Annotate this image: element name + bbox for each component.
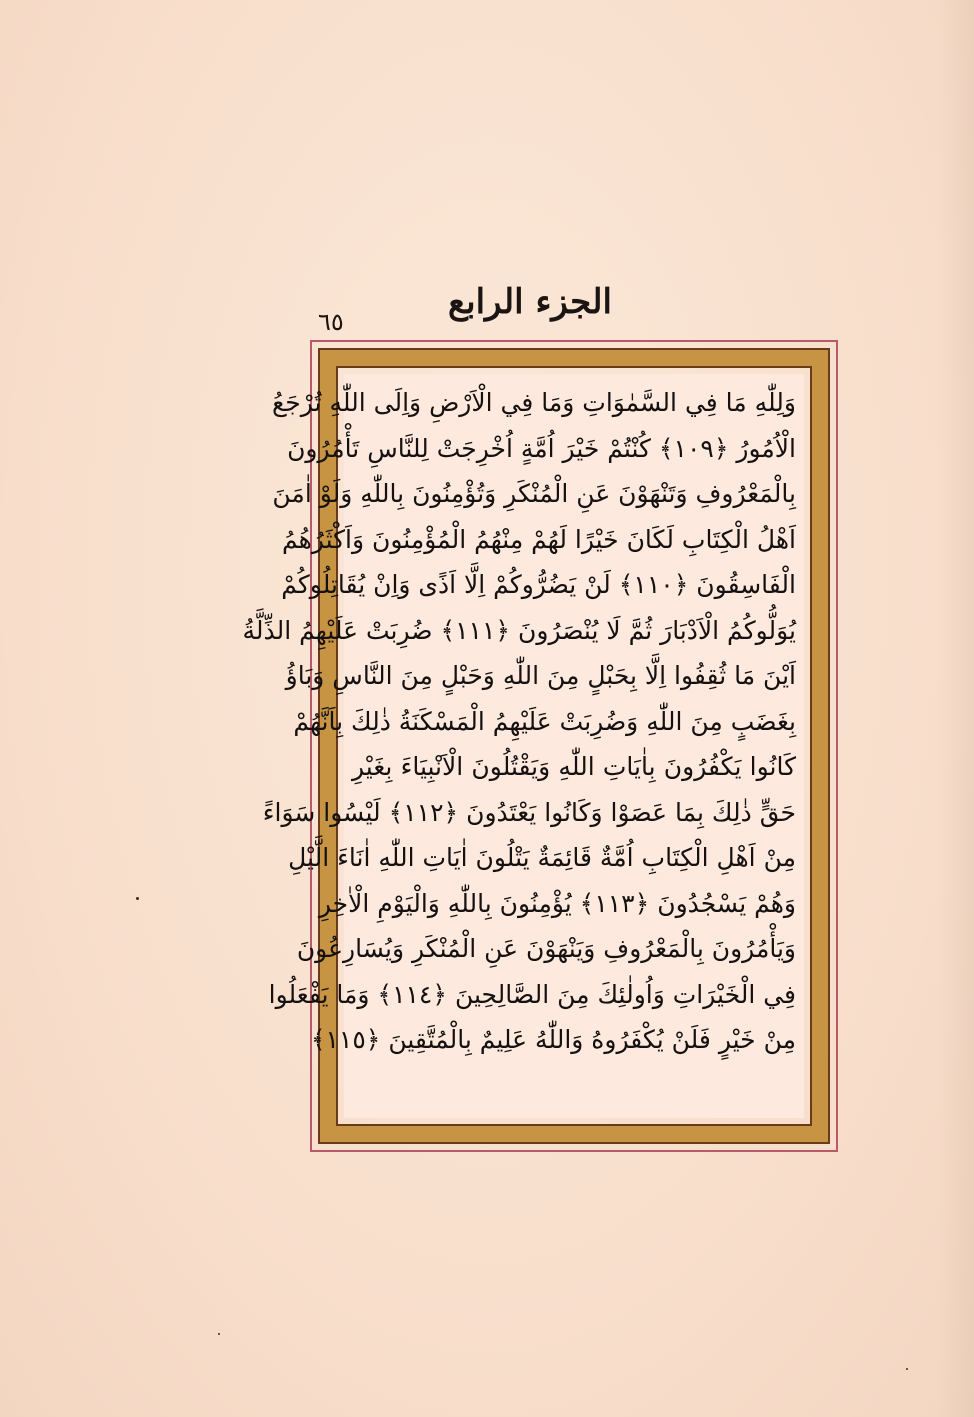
text-line <box>352 1063 796 1109</box>
juz-title: الجزء الرابع <box>448 282 612 322</box>
quran-text-block <box>242 380 796 1116</box>
paper-speck <box>136 897 139 900</box>
text-line: بِالْمَعْرُوفِ وَتَنْهَوْنَ عَنِ الْمُنْكَرِ وَتُؤْمِنُونَ بِاللّٰهِ وَلَوْ اٰمَنَ <box>272 479 796 508</box>
text-line: بِغَضَبٍ مِنَ اللّٰهِ وَضُرِبَتْ عَلَيْهِمُ الْمَسْكَنَةُ ذٰلِكَ بِاَنَّهُمْ <box>293 706 796 736</box>
text-line: مِنْ خَيْرٍ فَلَنْ يُكْفَرُوهُ وَاللّٰهُ عَلِيمٌ بِالْمُتَّقِينَ ﴿١١٥﴾ <box>310 1025 796 1054</box>
paper-speck <box>218 1333 220 1335</box>
text-line: الْفَاسِقُونَ ﴿١١٠﴾ لَنْ يَضُرُّوكُمْ اِلَّا اَذًى وَاِنْ يُقَاتِلُوكُمْ <box>281 570 796 599</box>
page-number: ٦٥ <box>318 308 344 336</box>
text-line: اَيْنَ مَا ثُقِفُوا اِلَّا بِحَبْلٍ مِنَ اللّٰهِ وَحَبْلٍ مِنَ النَّاسِ وَبَاؤُ <box>285 661 796 690</box>
text-line: فِي الْخَيْرَاتِ وَاُولٰئِكَ مِنَ الصَّالِحِينَ ﴿١١٤﴾ وَمَا يَفْعَلُوا <box>268 979 796 1009</box>
text-line: كَانُوا يَكْفُرُونَ بِاٰيَاتِ اللّٰهِ وَيَقْتُلُونَ الْاَنْبِيَاءَ بِغَيْرِ <box>352 752 796 781</box>
text-line: وَهُمْ يَسْجُدُونَ ﴿١١٣﴾ يُؤْمِنُونَ بِاللّٰهِ وَالْيَوْمِ الْاٰخِرِ <box>318 888 796 918</box>
page-edge-shadow <box>938 0 974 1417</box>
text-line: يُوَلُّوكُمُ الْاَدْبَارَ ثُمَّ لَا يُنْصَرُونَ ﴿١١١﴾ ضُرِبَتْ عَلَيْهِمُ الذِّلَّةُ <box>242 615 796 645</box>
text-line: مِنْ اَهْلِ الْكِتَابِ اُمَّةٌ قَائِمَةٌ يَتْلُونَ اٰيَاتِ اللّٰهِ اٰنَاءَ الَّيْلِ <box>288 843 796 872</box>
text-line: وَلِلّٰهِ مَا فِي السَّمٰوَاتِ وَمَا فِي الْاَرْضِ وَاِلَى اللّٰهِ تُرْجَعُ <box>272 388 796 417</box>
text-line: الْاُمُورُ ﴿١٠٩﴾ كُنْتُمْ خَيْرَ اُمَّةٍ اُخْرِجَتْ لِلنَّاسِ تَأْمُرُونَ <box>287 433 796 463</box>
text-line: اَهْلُ الْكِتَابِ لَكَانَ خَيْرًا لَهُمْ مِنْهُمُ الْمُؤْمِنُونَ وَاَكْثَرُهُمُ <box>282 524 796 554</box>
text-line: وَيَأْمُرُونَ بِالْمَعْرُوفِ وَيَنْهَوْنَ عَنِ الْمُنْكَرِ وَيُسَارِعُونَ <box>296 934 796 963</box>
text-line: حَقٍّ ذٰلِكَ بِمَا عَصَوْا وَكَانُوا يَعْتَدُونَ ﴿١١٢﴾ لَيْسُوا سَوَاءً <box>262 797 796 827</box>
paper-speck <box>906 1368 908 1370</box>
